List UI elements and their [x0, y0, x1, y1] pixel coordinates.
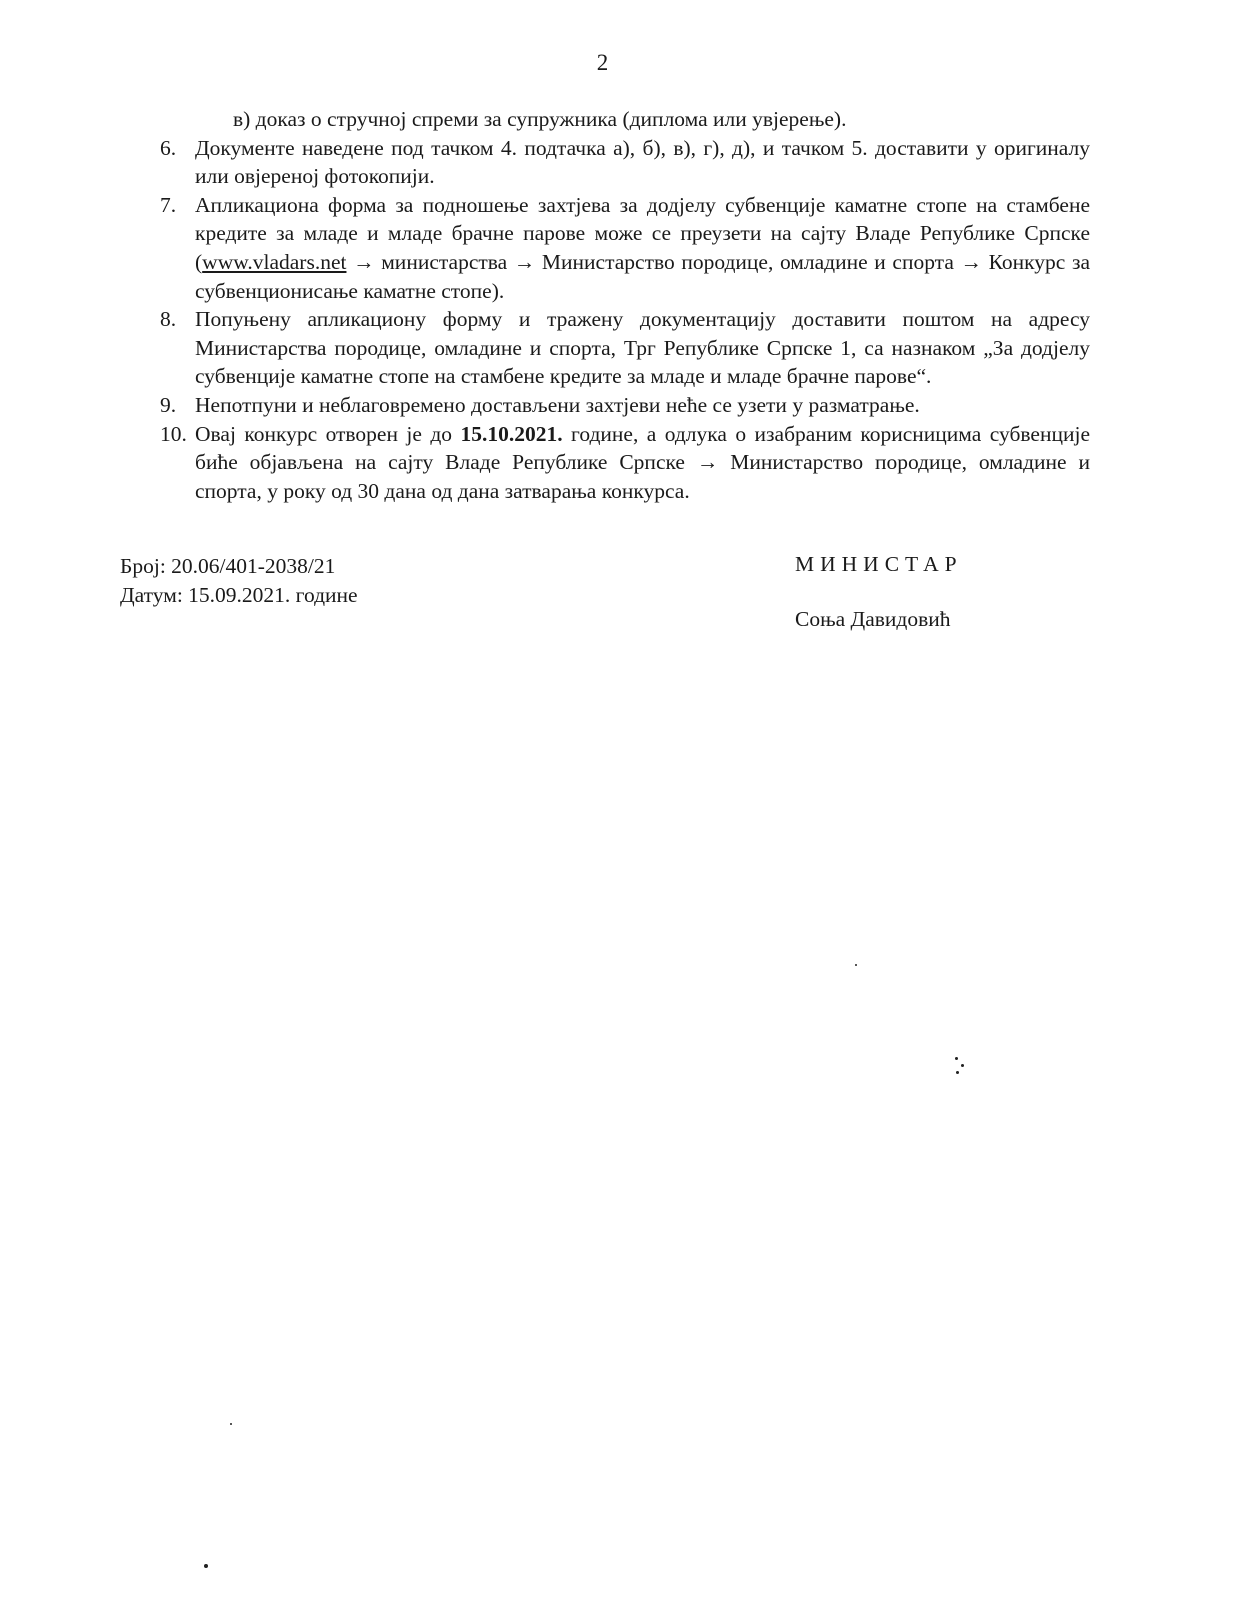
item-number: 10.	[160, 421, 187, 446]
item-number: 9.	[160, 392, 177, 417]
item-text-before-link: Апликациона форма за подношење захтјева за додјелу субвенције каматне стопе на стамбене кредите за младе и младе брачне парове може се преузети на сајту Владе Републике Српске (	[195, 192, 1090, 274]
document-body	[160, 105, 1090, 505]
item-text	[195, 420, 1090, 506]
deadline-date: 15.10.2021.	[460, 421, 563, 446]
intro-line: в) доказ о стручној спреми за супружника (диплома или увјерење).	[233, 107, 847, 131]
minister-name: Соња Давидовић	[795, 607, 951, 631]
minister-title: МИНИСТАР	[795, 552, 963, 576]
item-text-after-date: године, а одлука о изабраним корисницима субвенције биће објављена на сајту Владе Републике Српске → Министарство породице, омладине и спорта, у року од 30 дана од дана затварања конкурса.	[195, 421, 1090, 503]
list-item-8	[160, 305, 1090, 391]
document-number: Број: 20.06/401-2038/21	[120, 554, 336, 578]
scan-speck	[956, 1071, 959, 1074]
item-text: Непотпуни и неблаговремено достављени захтјеви неће се узети у разматрање.	[195, 392, 920, 417]
item-number: 6.	[160, 135, 177, 160]
scan-speck	[204, 1564, 208, 1568]
item-number: 8.	[160, 307, 177, 332]
item-text	[195, 191, 1090, 305]
list-item-7	[160, 191, 1090, 305]
list-item-10	[160, 420, 1090, 506]
scan-speck	[955, 1057, 958, 1060]
scan-speck	[855, 964, 857, 966]
document-date: Датум: 15.09.2021. године	[120, 582, 358, 607]
item-number: 7.	[160, 192, 177, 217]
item-text: Документе наведене под тачком 4. подтачка а), б), в), г), д), и тачком 5. доставити у оригиналу или овјереној фотокопији.	[195, 135, 1090, 189]
list-item-6	[160, 134, 1090, 191]
list-item-9	[160, 391, 1090, 420]
scan-speck	[230, 1423, 232, 1425]
scan-speck	[961, 1064, 964, 1067]
document-reference	[120, 552, 358, 609]
item-text: Попуњену апликациону форму и тражену документацију доставити поштом на адресу Министарства породице, омладине и спорта, Трг Републике Српске 1, са назнаком „За додјелу субвенције каматне стопе на стамбене кредите за младе и младе брачне парове“.	[195, 307, 1090, 389]
item-text-before-date: Овај конкурс отворен је до	[195, 421, 461, 446]
vladars-link[interactable]: www.vladars.net	[202, 249, 347, 274]
page-number: 2	[596, 50, 609, 75]
item-text-after-link: → министарства → Министарство породице, омладине и спорта → Конкурс за субвенционисање каматне стопе).	[195, 249, 1090, 303]
